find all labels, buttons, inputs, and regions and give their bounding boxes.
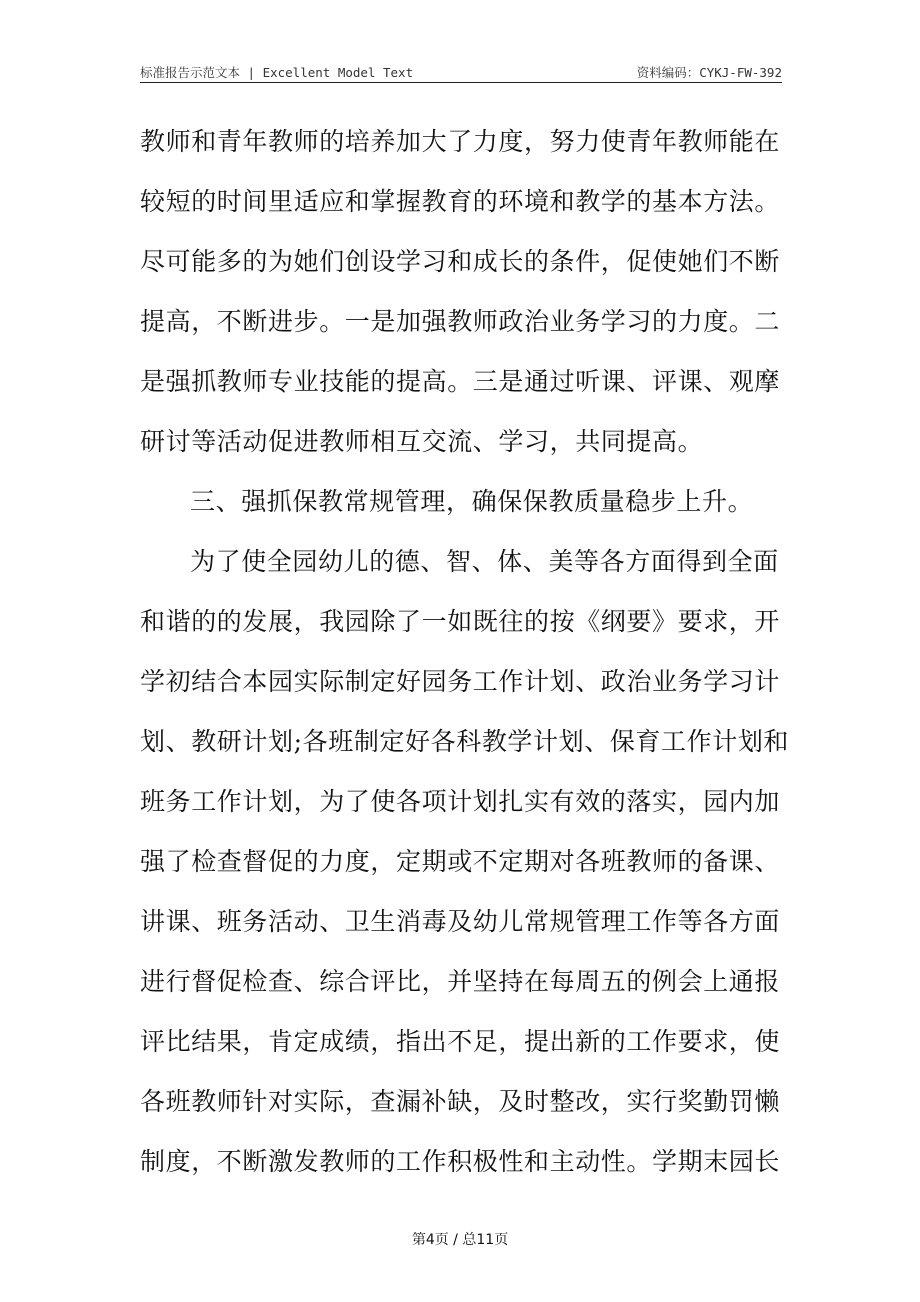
page-number-middle: 页 / 总 xyxy=(434,1232,477,1248)
page-header xyxy=(140,60,782,83)
document-body xyxy=(140,118,790,1198)
page-number-prefix: 第 xyxy=(411,1232,426,1248)
body-line: 划、教研计划;各班制定好各科教学计划、保育工作计划和 xyxy=(140,727,790,756)
section-heading: 三、强抓保教常规管理，确保保教质量稳步上升。 xyxy=(190,487,754,516)
body-line: 学初结合本园实际制定好园务工作计划、政治业务学习计 xyxy=(140,667,781,696)
body-line: 和谐的的发展，我园除了一如既往的按《纲要》要求，开 xyxy=(140,607,781,636)
body-line: 研讨等活动促进教师相互交流、学习，共同提高。 xyxy=(140,427,704,456)
paragraph-first-line: 为了使全园幼儿的德、智、体、美等各方面得到全面 xyxy=(190,547,779,576)
page-footer xyxy=(0,1229,920,1249)
body-line: 教师和青年教师的培养加大了力度，努力使青年教师能在 xyxy=(140,127,781,156)
total-pages-number: 11 xyxy=(476,1232,495,1248)
body-line: 制度，不断激发教师的工作积极性和主动性。学期末园长 xyxy=(140,1147,781,1176)
body-line: 各班教师针对实际，查漏补缺，及时整改，实行奖勤罚懒 xyxy=(140,1087,781,1116)
body-line: 进行督促检查、综合评比，并坚持在每周五的例会上通报 xyxy=(140,967,781,996)
body-line: 讲课、班务活动、卫生消毒及幼儿常规管理工作等各方面 xyxy=(140,907,781,936)
body-line: 评比结果，肯定成绩，指出不足，提出新的工作要求，使 xyxy=(140,1027,781,1056)
current-page-number: 4 xyxy=(425,1232,435,1248)
body-line: 较短的时间里适应和掌握教育的环境和教学的基本方法。 xyxy=(140,187,781,216)
body-line: 尽可能多的为她们创设学习和成长的条件，促使她们不断 xyxy=(140,247,781,276)
body-line: 是强抓教师专业技能的提高。三是通过听课、评课、观摩 xyxy=(140,367,781,396)
body-line: 提高，不断进步。一是加强教师政治业务学习的力度。二 xyxy=(140,307,781,336)
page-number-suffix: 页 xyxy=(494,1232,509,1248)
body-line: 班务工作计划，为了使各项计划扎实有效的落实，园内加 xyxy=(140,787,781,816)
body-line: 强了检查督促的力度，定期或不定期对各班教师的备课、 xyxy=(140,847,781,876)
document-code: 资料编码：CYKJ-FW-392 xyxy=(636,65,782,80)
header-title: 标准报告示范文本 | Excellent Model Text xyxy=(140,65,414,80)
